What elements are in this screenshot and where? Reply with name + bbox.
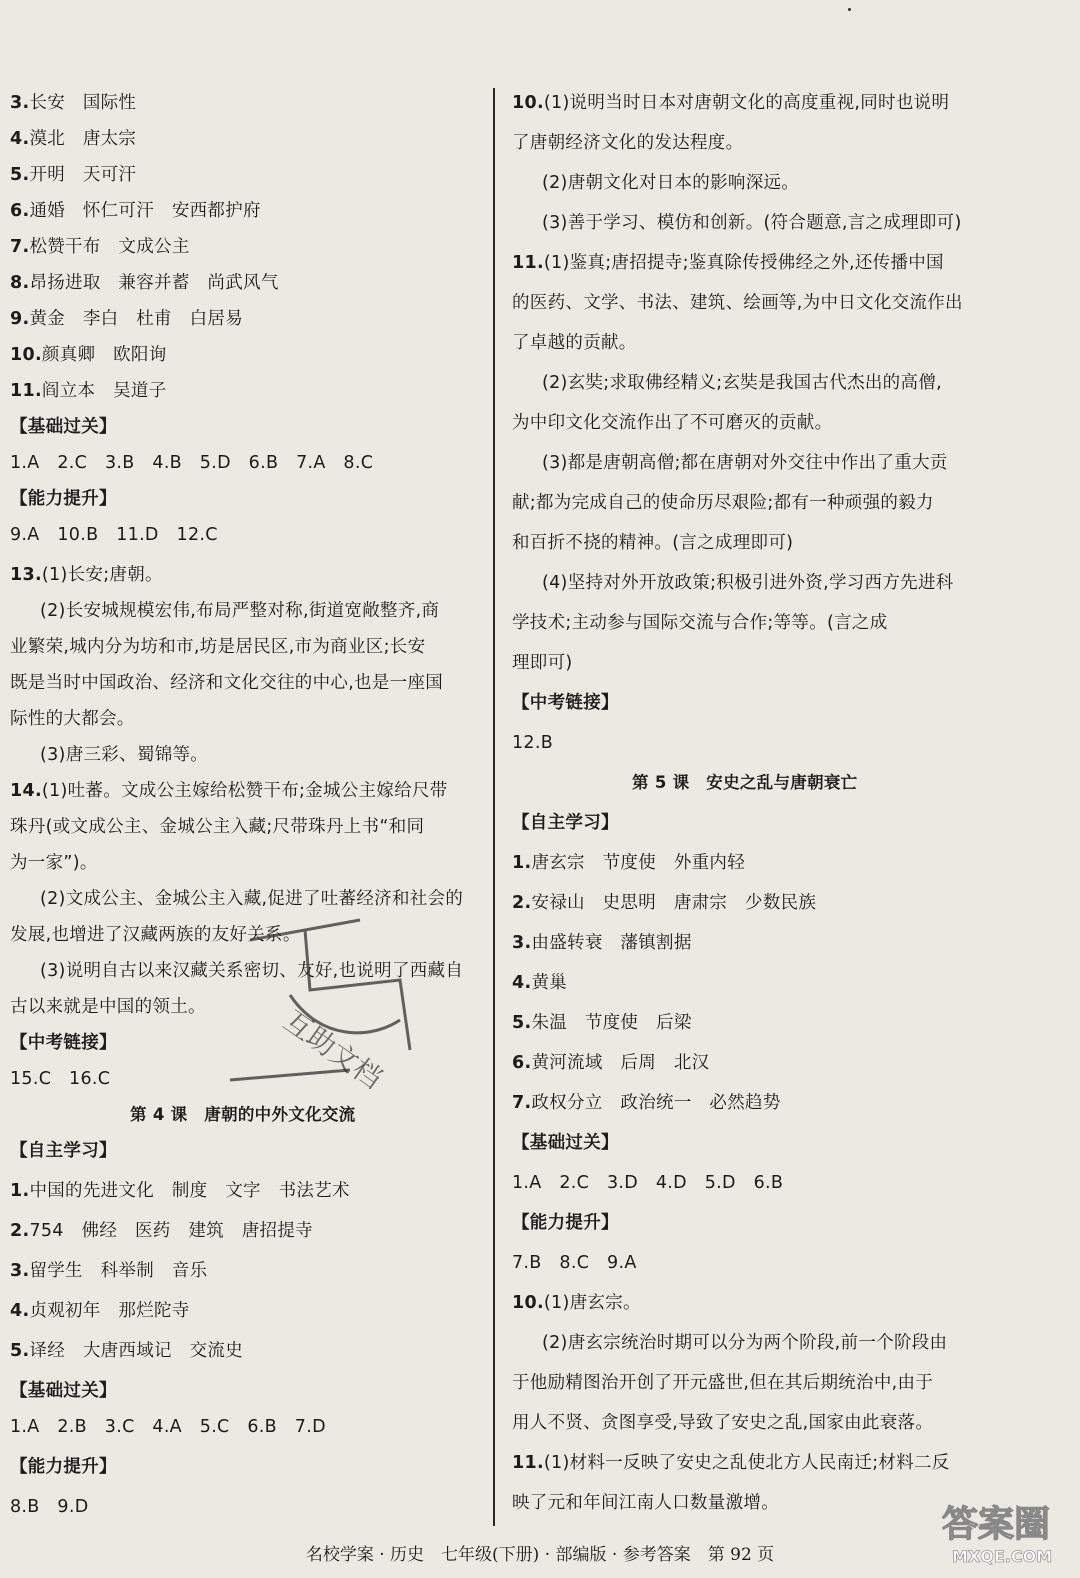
question-number: 2. — [512, 893, 532, 913]
answer-line — [512, 332, 637, 354]
answer-line — [542, 372, 942, 394]
answer-text: 译经 大唐西域记 交流史 — [29, 1341, 244, 1361]
question-number: 5. — [512, 1013, 532, 1033]
question-number: 6. — [10, 201, 30, 221]
answer-text: 唐玄宗 节度使 外重内轻 — [531, 853, 746, 873]
answer-text: 际性的大都会。 — [10, 709, 135, 729]
answer-text: 长安 国际性 — [29, 93, 137, 113]
question-number: 10. — [512, 93, 544, 113]
answer-text: 了卓越的贡献。 — [512, 333, 637, 353]
answer-line — [10, 1260, 207, 1282]
section-heading: 【基础过关】 — [10, 417, 117, 437]
question-number: 11. — [512, 1453, 544, 1473]
answer-line — [10, 1220, 313, 1242]
section-heading: 【自主学习】 — [10, 1141, 117, 1161]
answer-text: (3)善于学习、模仿和创新。(符合题意,言之成理即可) — [542, 213, 962, 233]
answer-line — [10, 852, 98, 874]
question-number: 1. — [10, 1181, 30, 1201]
question-number: 1. — [512, 853, 532, 873]
answer-text: (2)唐玄宗统治时期可以分为两个阶段,前一个阶段由 — [542, 1333, 948, 1353]
answer-line — [10, 236, 190, 258]
section-heading: 【基础过关】 — [10, 1381, 117, 1401]
answer-text: (2)长安城规模宏伟,布局严整对称,街道宽敞整齐,商 — [40, 601, 440, 621]
answer-text: 阎立本 吴道子 — [41, 381, 167, 401]
stamp-mark — [210, 900, 440, 1100]
answer-text: (2)玄奘;求取佛经精义;玄奘是我国古代杰出的高僧, — [542, 373, 942, 393]
question-number: 5. — [10, 1341, 30, 1361]
answer-text: 用人不贤、贪图享受,导致了安史之乱,国家由此衰落。 — [512, 1413, 934, 1433]
answer-text: 理即可) — [512, 653, 573, 673]
section-heading: 【基础过关】 — [512, 1133, 619, 1153]
answer-text: 了唐朝经济文化的发达程度。 — [512, 133, 744, 153]
answer-text: 古以来就是中国的领土。 — [10, 997, 206, 1017]
answer-line — [512, 1172, 783, 1194]
section-heading: 【能力提升】 — [512, 1213, 619, 1233]
answer-text: 珠丹(或文成公主、金城公主入藏;尺带珠丹上书“和同 — [10, 817, 425, 837]
question-number: 2. — [10, 1221, 30, 1241]
answer-line — [10, 636, 425, 658]
question-number: 4. — [512, 973, 532, 993]
answer-line — [512, 1372, 933, 1394]
answer-text: (2)唐朝文化对日本的影响深远。 — [542, 173, 800, 193]
answer-line — [512, 1012, 692, 1034]
answer-text: 1.A 2.B 3.C 4.A 5.C 6.B 7.D — [10, 1417, 326, 1437]
answer-text: 由盛转衰 藩镇割据 — [531, 933, 692, 953]
answer-text: (3)都是唐朝高僧;都在唐朝对外交往中作出了重大贡 — [542, 453, 948, 473]
answer-line — [512, 1452, 950, 1474]
answer-text: 昂扬进取 兼容并蓄 尚武风气 — [29, 273, 279, 293]
answer-line — [10, 1068, 110, 1090]
answer-line — [40, 600, 439, 622]
answer-text: 颜真卿 欧阳询 — [41, 345, 167, 365]
question-number: 8. — [10, 273, 30, 293]
answer-line — [10, 524, 218, 546]
answer-text: 松赞干布 文成公主 — [29, 237, 190, 257]
answer-line — [10, 380, 167, 402]
answer-text: 中国的先进文化 制度 文字 书法艺术 — [29, 1181, 350, 1201]
page-footer: 名校学案 · 历史 七年级(下册) · 部编版 · 参考答案 第 92 页 — [305, 1545, 775, 1565]
answer-line — [40, 744, 208, 766]
answer-text: 学技术;主动参与国际交流与合作;等等。(言之成 — [512, 613, 888, 633]
question-number: 4. — [10, 129, 30, 149]
answer-line — [542, 172, 799, 194]
answer-line — [10, 564, 163, 586]
question-number: 14. — [10, 781, 42, 801]
answer-line — [512, 1492, 779, 1514]
answer-line — [542, 1332, 947, 1354]
answer-line — [10, 780, 448, 802]
answer-text: 于他励精图治开创了开元盛世,但在其后期统治中,由于 — [512, 1373, 934, 1393]
answer-line — [542, 212, 962, 234]
answer-text: 漠北 唐太宗 — [29, 129, 137, 149]
answer-line — [10, 272, 279, 294]
answer-text: 1.A 2.C 3.D 4.D 5.D 6.B — [512, 1173, 784, 1193]
answer-text: 754 佛经 医药 建筑 唐招提寺 — [29, 1221, 313, 1241]
section-heading: 【能力提升】 — [10, 489, 117, 509]
question-number: 3. — [10, 1261, 30, 1281]
watermark-main: 答案圈 — [942, 1504, 1051, 1545]
watermark-sub: MXQE.COM — [952, 1547, 1053, 1566]
answer-line — [10, 200, 261, 222]
column-divider — [493, 88, 495, 1526]
answer-text: 业繁荣,城内分为坊和市,坊是居民区,市为商业区;长安 — [10, 637, 426, 657]
answer-text: 黄河流域 后周 北汉 — [531, 1053, 710, 1073]
lesson-title: 第 4 课 唐朝的中外文化交流 — [130, 1105, 356, 1124]
question-number: 3. — [10, 93, 30, 113]
answer-line — [10, 344, 167, 366]
question-number: 11. — [10, 381, 42, 401]
question-number: 6. — [512, 1053, 532, 1073]
answer-text: (1)说明当时日本对唐朝文化的高度重视,同时也说明 — [543, 93, 950, 113]
answer-text: 黄巢 — [531, 973, 568, 993]
answer-text: 贞观初年 那烂陀寺 — [29, 1301, 190, 1321]
answer-line — [512, 932, 692, 954]
answer-text: 政权分立 政治统一 必然趋势 — [531, 1093, 781, 1113]
answer-text: (3)唐三彩、蜀锦等。 — [40, 745, 209, 765]
section-heading: 【自主学习】 — [512, 813, 619, 833]
answer-line — [10, 1300, 190, 1322]
answer-text: (2)文成公主、金城公主入藏,促进了吐蕃经济和社会的 — [40, 889, 464, 909]
answer-text: 留学生 科举制 音乐 — [29, 1261, 208, 1281]
answer-text: 通婚 怀仁可汗 安西都护府 — [29, 201, 261, 221]
answer-line — [512, 92, 949, 114]
section-heading: 【中考链接】 — [10, 1033, 117, 1053]
answer-text: (3)说明自古以来汉藏关系密切、友好,也说明了西藏自 — [40, 961, 464, 981]
answer-line — [512, 852, 745, 874]
answer-line — [10, 452, 373, 474]
answer-text: 黄金 李白 杜甫 白居易 — [29, 309, 244, 329]
question-number: 10. — [512, 1293, 544, 1313]
lesson-title: 第 5 课 安史之乱与唐朝衰亡 — [632, 773, 858, 792]
answer-line — [10, 816, 424, 838]
answer-line — [10, 996, 206, 1018]
answer-line — [512, 732, 553, 754]
answer-line — [10, 708, 135, 730]
answer-text: 的医药、文学、书法、建筑、绘画等,为中日文化交流作出 — [512, 293, 963, 313]
answer-text: (4)坚持对外开放政策;积极引进外资,学习西方先进科 — [542, 573, 954, 593]
question-number: 10. — [10, 345, 42, 365]
question-number: 7. — [512, 1093, 532, 1113]
question-number: 4. — [10, 1301, 30, 1321]
answer-line — [10, 672, 443, 694]
speck — [848, 8, 851, 11]
answer-line — [512, 1292, 641, 1314]
section-heading: 【中考链接】 — [512, 693, 619, 713]
answer-text: 8.B 9.D — [10, 1497, 89, 1517]
answer-text: 安禄山 史思明 唐肃宗 少数民族 — [531, 893, 817, 913]
answer-text: 朱温 节度使 后梁 — [531, 1013, 692, 1033]
answer-text: 献;都为完成自己的使命历尽艰险;都有一种顽强的毅力 — [512, 493, 934, 513]
answer-text: 既是当时中国政治、经济和文化交往的中心,也是一座国 — [10, 673, 444, 693]
answer-line — [10, 1496, 88, 1518]
answer-line — [512, 132, 743, 154]
answer-text: (1)鉴真;唐招提寺;鉴真除传授佛经之外,还传播中国 — [543, 253, 944, 273]
answer-line — [10, 128, 136, 150]
answer-text: (1)唐玄宗。 — [543, 1293, 641, 1313]
answer-text: 1.A 2.C 3.B 4.B 5.D 6.B 7.A 8.C — [10, 453, 374, 473]
question-number: 3. — [512, 933, 532, 953]
answer-text: 发展,也增进了汉藏两族的友好关系。 — [10, 925, 301, 945]
answer-line — [10, 92, 136, 114]
answer-line — [512, 892, 816, 914]
answer-text: 和百折不挠的精神。(言之成理即可) — [512, 533, 794, 553]
answer-text: 9.A 10.B 11.D 12.C — [10, 525, 218, 545]
answer-line — [512, 1092, 781, 1114]
answer-text: (1)材料一反映了安史之乱使北方人民南迁;材料二反 — [543, 1453, 950, 1473]
question-number: 9. — [10, 309, 30, 329]
answer-line — [512, 532, 793, 554]
answer-line — [10, 164, 136, 186]
answer-line — [512, 1252, 637, 1274]
section-heading: 【能力提升】 — [10, 1457, 117, 1477]
stamp-text: 互助文档 — [277, 1003, 389, 1096]
question-number: 5. — [10, 165, 30, 185]
answer-line — [542, 572, 954, 594]
answer-line — [512, 652, 573, 674]
answer-text: 12.B — [512, 733, 554, 753]
answer-line — [542, 452, 948, 474]
answer-line — [512, 412, 832, 434]
question-number: 7. — [10, 237, 30, 257]
answer-text: 开明 天可汗 — [29, 165, 137, 185]
answer-text: (1)吐蕃。文成公主嫁给松赞干布;金城公主嫁给尺带 — [41, 781, 448, 801]
answer-line — [10, 308, 243, 330]
answer-line — [10, 1340, 243, 1362]
answer-line — [512, 1412, 933, 1434]
answer-line — [10, 1180, 350, 1202]
answer-line — [512, 492, 934, 514]
question-number: 13. — [10, 565, 42, 585]
answer-line — [512, 612, 888, 634]
answer-line — [10, 1416, 326, 1438]
answer-text: (1)长安;唐朝。 — [41, 565, 163, 585]
answer-line — [512, 1052, 709, 1074]
question-number: 11. — [512, 253, 544, 273]
answer-text: 7.B 8.C 9.A — [512, 1253, 637, 1273]
answer-line — [512, 972, 567, 994]
answer-text: 映了元和年间江南人口数量激增。 — [512, 1493, 779, 1513]
answer-text: 15.C 16.C — [10, 1069, 111, 1089]
answer-line — [512, 252, 944, 274]
answer-text: 为一家”)。 — [10, 853, 98, 873]
answer-line — [512, 292, 963, 314]
answer-text: 为中印文化交流作出了不可磨灭的贡献。 — [512, 413, 833, 433]
